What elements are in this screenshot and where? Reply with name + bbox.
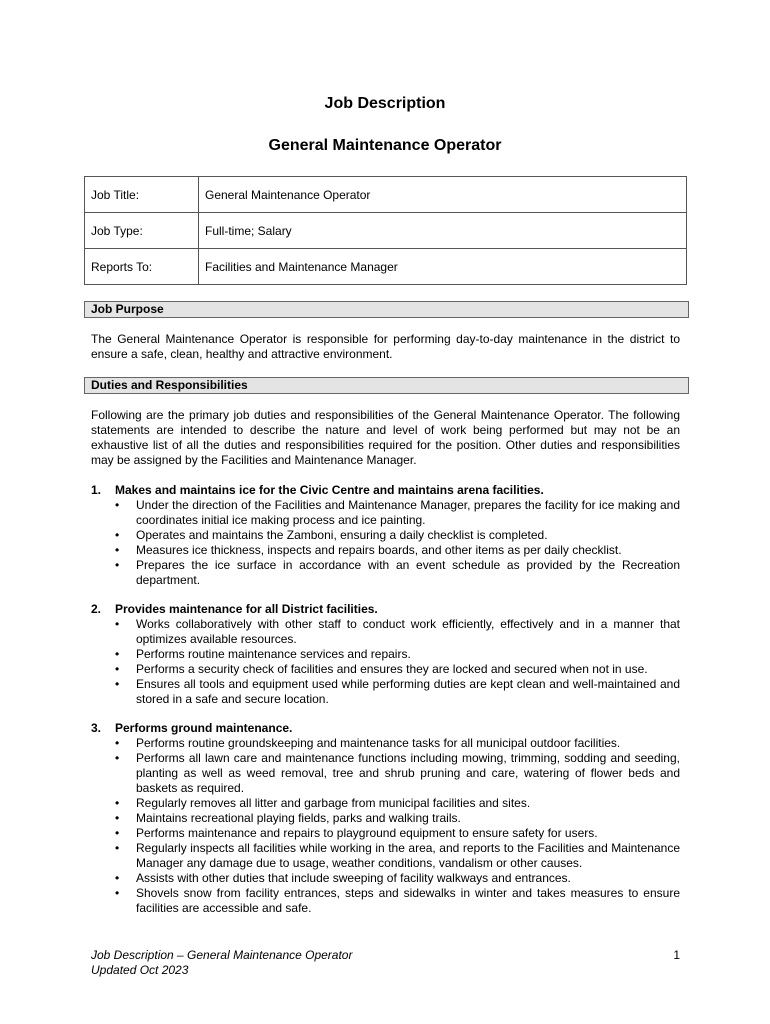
duty-list (91, 617, 680, 707)
bullet-icon: • (115, 886, 120, 900)
list-item (91, 528, 680, 543)
list-item-text: Performs routine maintenance services and repairs. (136, 647, 411, 661)
list-item-text: Performs routine groundskeeping and maintenance tasks for all municipal outdoor facilities. (136, 736, 621, 750)
list-item-text: Under the direction of the Facilities and Maintenance Manager, prepares the facility for ice making and coordinates initial ice making process and ice painting. (136, 498, 680, 527)
bullet-icon: • (115, 871, 120, 885)
bullet-icon: • (115, 498, 120, 512)
list-item-text: Performs maintenance and repairs to playground equipment to ensure safety for users. (136, 826, 598, 840)
list-item-text: Works collaboratively with other staff to conduct work efficiently, effectively and in a manner that optimizes available resources. (136, 617, 680, 646)
reports-to-label: Reports To: (85, 249, 199, 285)
job-title-label: Job Title: (85, 177, 199, 213)
footer-updated-date: Updated Oct 2023 (91, 963, 189, 977)
list-item-text: Operates and maintains the Zamboni, ensuring a daily checklist is completed. (136, 528, 548, 542)
job-type-label: Job Type: (85, 213, 199, 249)
job-purpose-text: The General Maintenance Operator is responsible for performing day-to-day maintenance in the district to ensure a safe, clean, healthy and attractive environment. (91, 332, 680, 361)
bullet-icon: • (115, 796, 120, 810)
duty-number: 3. (91, 721, 102, 735)
list-item-text: Ensures all tools and equipment used while performing duties are kept clean and well-maintained and stored in a safe and secure location. (136, 677, 680, 706)
bullet-icon: • (115, 617, 120, 631)
list-item-text: Maintains recreational playing fields, parks and walking trails. (136, 811, 461, 825)
bullet-icon: • (115, 528, 120, 542)
list-item (91, 558, 680, 588)
reports-to-value: Facilities and Maintenance Manager (199, 249, 687, 285)
job-info-table (84, 176, 687, 285)
list-item (91, 677, 680, 707)
page-footer (91, 948, 352, 978)
duty-title: Performs ground maintenance. (115, 721, 293, 735)
duty-list (91, 736, 680, 916)
table-row (85, 213, 687, 249)
job-type-value: Full-time; Salary (199, 213, 687, 249)
list-item (91, 886, 680, 916)
bullet-icon: • (115, 647, 120, 661)
duty-heading (91, 483, 680, 498)
bullet-icon: • (115, 677, 120, 691)
list-item (91, 796, 680, 811)
list-item (91, 826, 680, 841)
table-row (85, 249, 687, 285)
page-number: 1 (673, 948, 680, 962)
duties-header: Duties and Responsibilities (84, 377, 689, 394)
list-item (91, 662, 680, 677)
bullet-icon: • (115, 811, 120, 825)
bullet-icon: • (115, 841, 120, 855)
list-item (91, 498, 680, 528)
duty-title: Makes and maintains ice for the Civic Centre and maintains arena facilities. (115, 483, 544, 497)
list-item (91, 543, 680, 558)
bullet-icon: • (115, 736, 120, 750)
list-item-text: Performs all lawn care and maintenance functions including mowing, trimming, sodding and seeding, planting as well as weed removal, tree and shrub pruning and care, watering of flower beds and baskets as required. (136, 751, 680, 795)
footer-document-title: Job Description – General Maintenance Operator (91, 948, 353, 962)
list-item-text: Regularly removes all litter and garbage from municipal facilities and sites. (136, 796, 531, 810)
list-item (91, 841, 680, 871)
list-item (91, 736, 680, 751)
list-item (91, 751, 680, 796)
list-item (91, 871, 680, 886)
bullet-icon: • (115, 558, 120, 572)
bullet-icon: • (115, 751, 120, 765)
list-item (91, 647, 680, 662)
duty-section-1 (91, 483, 680, 588)
document-heading: Job Description (324, 95, 446, 112)
duty-heading (91, 602, 680, 617)
job-title-value: General Maintenance Operator (199, 177, 687, 213)
duties-intro: Following are the primary job duties and responsibilities of the General Maintenance Operator. The following statements are intended to describe the nature and level of work being performed but may not be an exhaustive list of all the duties and responsibilities required for the position. Other duties and responsibilities may be assigned by the Facilities and Maintenance Manager. (91, 408, 680, 467)
list-item-text: Measures ice thickness, inspects and repairs boards, and other items as per daily checklist. (136, 543, 622, 557)
table-row (85, 177, 687, 213)
list-item-text: Performs a security check of facilities and ensures they are locked and secured when not in use. (136, 662, 648, 676)
list-item-text: Regularly inspects all facilities while working in the area, and reports to the Facilities and Maintenance Manager any damage due to usage, weather conditions, vandalism or other causes. (136, 841, 680, 870)
bullet-icon: • (115, 662, 120, 676)
duty-number: 1. (91, 483, 102, 497)
duty-heading (91, 721, 680, 736)
duty-section-2 (91, 602, 680, 707)
list-item-text: Assists with other duties that include sweeping of facility walkways and entrances. (136, 871, 571, 885)
duty-list (91, 498, 680, 588)
bullet-icon: • (115, 826, 120, 840)
list-item (91, 617, 680, 647)
duty-number: 2. (91, 602, 102, 616)
list-item-text: Prepares the ice surface in accordance with an event schedule as provided by the Recreation department. (136, 558, 680, 587)
duty-title: Provides maintenance for all District facilities. (115, 602, 378, 616)
bullet-icon: • (115, 543, 120, 557)
duty-section-3 (91, 721, 680, 916)
list-item-text: Shovels snow from facility entrances, steps and sidewalks in winter and takes measures to ensure facilities are accessible and safe. (136, 886, 680, 915)
list-item (91, 811, 680, 826)
document-subheading: General Maintenance Operator (268, 137, 502, 154)
job-purpose-header: Job Purpose (84, 301, 689, 318)
